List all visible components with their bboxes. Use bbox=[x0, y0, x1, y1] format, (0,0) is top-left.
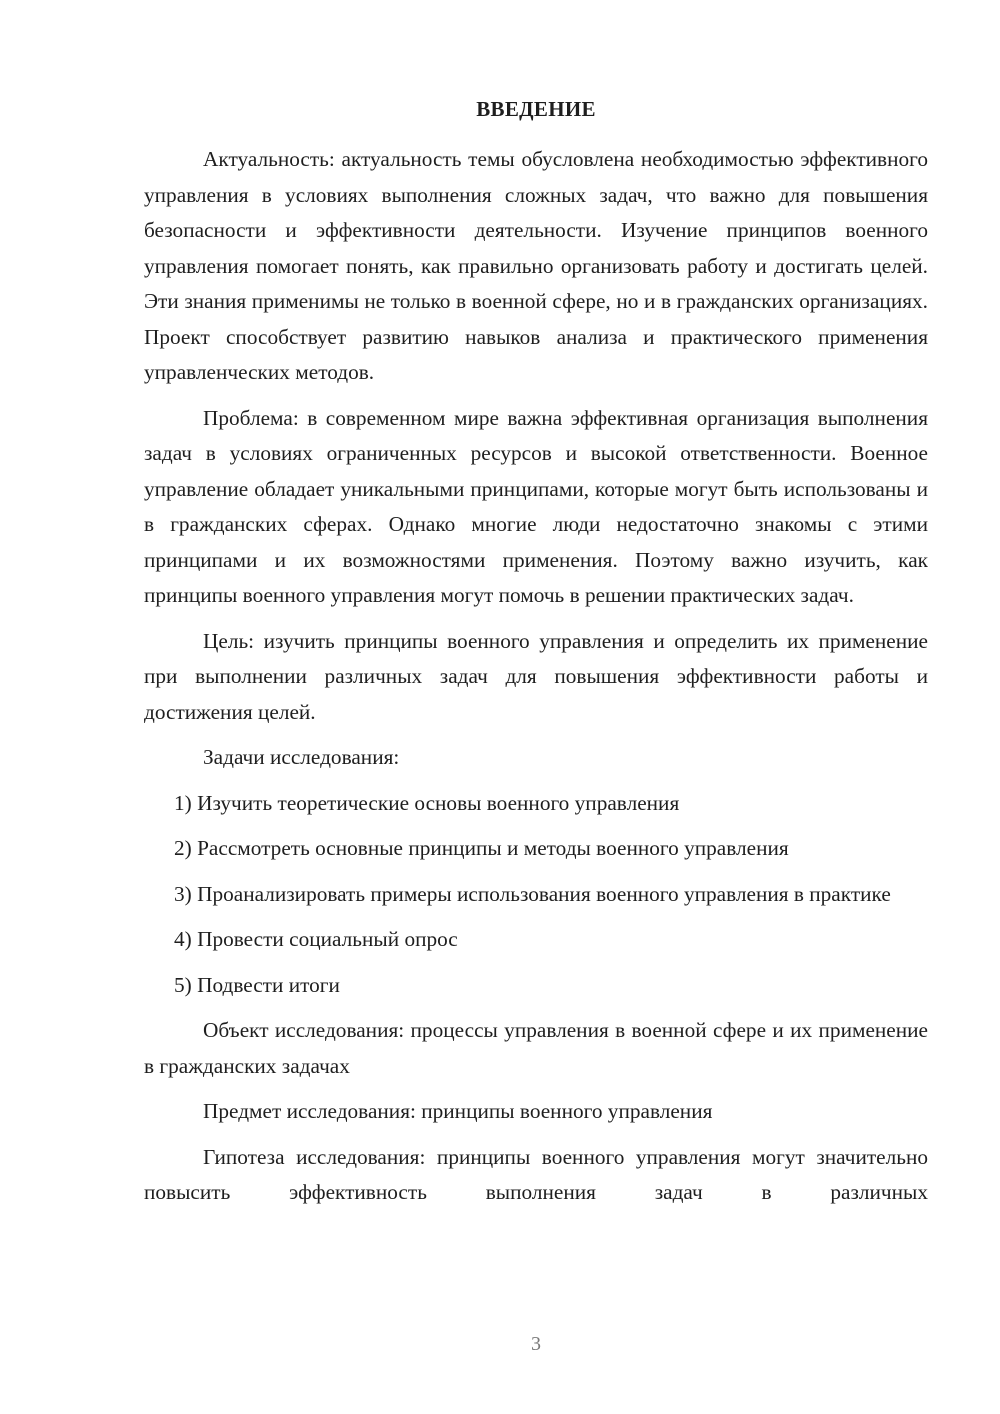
tasks-title: Задачи исследования: bbox=[203, 745, 400, 769]
paragraph-hypothesis: Гипотеза исследования: принципы военного управления могут значительно повысить эффективность выполнения задач в различных bbox=[144, 1144, 928, 1204]
task-item: 2) Рассмотреть основные принципы и методы военного управления bbox=[174, 836, 789, 860]
paragraph-relevance: Актуальность: актуальность темы обусловлена необходимостью эффективного управления в условиях выполнения сложных задач, что важно для повышения безопасности и эффективности деятельности. Изучение принципов военного управления помогает понять, как правильно организовать работу и достигать целей. Эти знания применимы не только в военной сфере, но и в гражданских организациях. Проект способствует развитию навыков анализа и практического применения управленческих методов. bbox=[144, 147, 928, 384]
paragraph-object: Объект исследования: процессы управления в военной сфере и их применение в гражданских задачах bbox=[144, 1018, 928, 1078]
paragraph-subject: Предмет исследования: принципы военного управления bbox=[203, 1099, 713, 1123]
task-item: 4) Провести социальный опрос bbox=[174, 927, 458, 951]
paragraph-goal: Цель: изучить принципы военного управления и определить их применение при выполнении различных задач для повышения эффективности работы и достижения целей. bbox=[144, 628, 928, 724]
task-item: 5) Подвести итоги bbox=[174, 972, 340, 997]
page-number: 3 bbox=[531, 1333, 541, 1355]
section-heading: ВВЕДЕНИЕ bbox=[476, 97, 596, 121]
task-item: 3) Проанализировать примеры использования военного управления в практике bbox=[174, 881, 891, 906]
task-item: 1) Изучить теоретические основы военного управления bbox=[174, 790, 680, 815]
page-content bbox=[144, 94, 928, 1211]
paragraph-problem: Проблема: в современном мире важна эффективная организация выполнения задач в условиях ограниченных ресурсов и высокой ответственности. Военное управление обладает уникальными принципами, которые могут быть использованы и в гражданских сферах. Однако многие люди недостаточно знакомы с этими принципами и их возможностями применения. Поэтому важно изучить, как принципы военного управления могут помочь в решении практических задач. bbox=[144, 405, 928, 607]
